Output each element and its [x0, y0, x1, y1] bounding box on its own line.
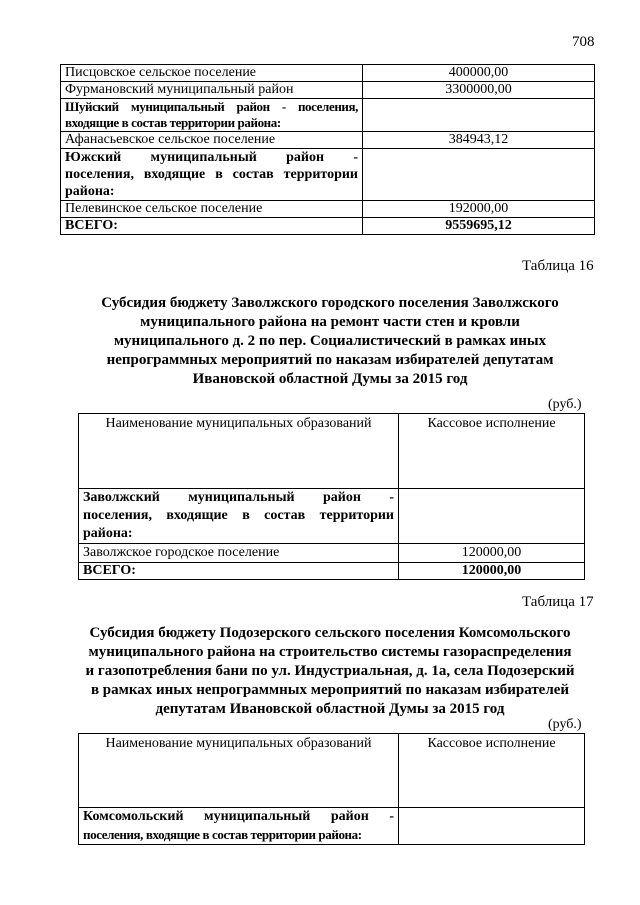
group-name-line: Заволжский муниципальный район - — [83, 490, 394, 505]
group-row — [79, 489, 585, 544]
group-name-line: Шуйский муниципальный район - поселения, — [65, 99, 358, 114]
page-number: 708 — [572, 34, 595, 50]
header-row — [79, 414, 585, 489]
group-name-line: Южский муниципальный район - — [65, 150, 358, 165]
row-name: Афанасьевское сельское поселение — [61, 132, 363, 149]
title-line: депутатам Ивановской областной Думы за 2015 год — [155, 701, 505, 717]
group-name — [61, 149, 363, 201]
group-row — [61, 149, 595, 201]
row-value: 384943,12 — [363, 132, 595, 149]
total-row — [61, 218, 595, 235]
row-value — [363, 99, 595, 132]
table-row — [61, 65, 595, 82]
group-value — [399, 808, 585, 845]
group-name-line: поселения, входящие в состав территории района: — [83, 827, 362, 842]
table-17 — [78, 733, 585, 845]
header-row — [79, 734, 585, 808]
row-name: Фурмановский муниципальный район — [61, 82, 363, 99]
header-name: Наименование муниципальных образований — [79, 734, 399, 808]
row-name: Пелевинское сельское поселение — [61, 201, 363, 218]
title-line: Субсидия бюджету Заволжского городского поселения Заволжского — [101, 295, 559, 311]
group-value — [399, 489, 585, 544]
row-value: 400000,00 — [363, 65, 595, 82]
title-line: муниципального района на ремонт части стен и кровли — [140, 314, 520, 330]
row-value — [363, 149, 595, 201]
table-label: Таблица 16 — [522, 258, 594, 274]
group-name-line: района: — [83, 526, 133, 541]
title-line: непрограммных мероприятий по наказам избирателей депутатам — [106, 352, 554, 368]
table-row — [61, 201, 595, 218]
title-line: в рамках иных непрограммных мероприятий по наказам избирателей — [90, 682, 570, 698]
table-row — [61, 132, 595, 149]
group-row — [61, 99, 595, 132]
title-line: Ивановской областной Думы за 2015 год — [192, 371, 468, 387]
table-title — [60, 294, 600, 389]
total-label: ВСЕГО: — [79, 563, 399, 580]
unit-label: (руб.) — [548, 397, 582, 412]
group-row — [79, 808, 585, 845]
table-label: Таблица 17 — [522, 594, 594, 610]
total-value: 120000,00 — [399, 563, 585, 580]
row-value: 192000,00 — [363, 201, 595, 218]
header-value: Кассовое исполнение — [399, 734, 585, 808]
row-value: 120000,00 — [399, 544, 585, 563]
group-name-line: поселения, входящие в состав территории — [83, 508, 394, 523]
group-name-line: Комсомольский муниципальный район - — [83, 809, 394, 824]
title-line: и газопотребления бани по ул. Индустриальная, д. 1а, села Подозерский — [85, 663, 575, 679]
table-15-tail — [60, 64, 595, 235]
table-row — [79, 544, 585, 563]
unit-label: (руб.) — [548, 717, 582, 732]
row-name: Писцовское сельское поселение — [61, 65, 363, 82]
total-label: ВСЕГО: — [61, 218, 363, 235]
group-name — [79, 808, 399, 845]
row-value: 3300000,00 — [363, 82, 595, 99]
group-name-line: входящие в состав территории района: — [65, 115, 281, 130]
row-name: Заволжское городское поселение — [79, 544, 399, 563]
group-name-line: района: — [65, 184, 115, 199]
table-title — [60, 624, 600, 719]
title-line: муниципального д. 2 по пер. Социалистический в рамках иных — [113, 333, 547, 349]
title-line: Субсидия бюджету Подозерского сельского поселения Комсомольского — [89, 625, 571, 641]
group-name-line: поселения, входящие в состав территории — [65, 167, 358, 182]
total-value: 9559695,12 — [363, 218, 595, 235]
table-16 — [78, 413, 585, 580]
group-name — [79, 489, 399, 544]
header-value: Кассовое исполнение — [399, 414, 585, 489]
group-name — [61, 99, 363, 132]
table-row — [61, 82, 595, 99]
header-name: Наименование муниципальных образований — [79, 414, 399, 489]
title-line: муниципального района на строительство системы газораспределения — [88, 644, 572, 660]
total-row — [79, 563, 585, 580]
